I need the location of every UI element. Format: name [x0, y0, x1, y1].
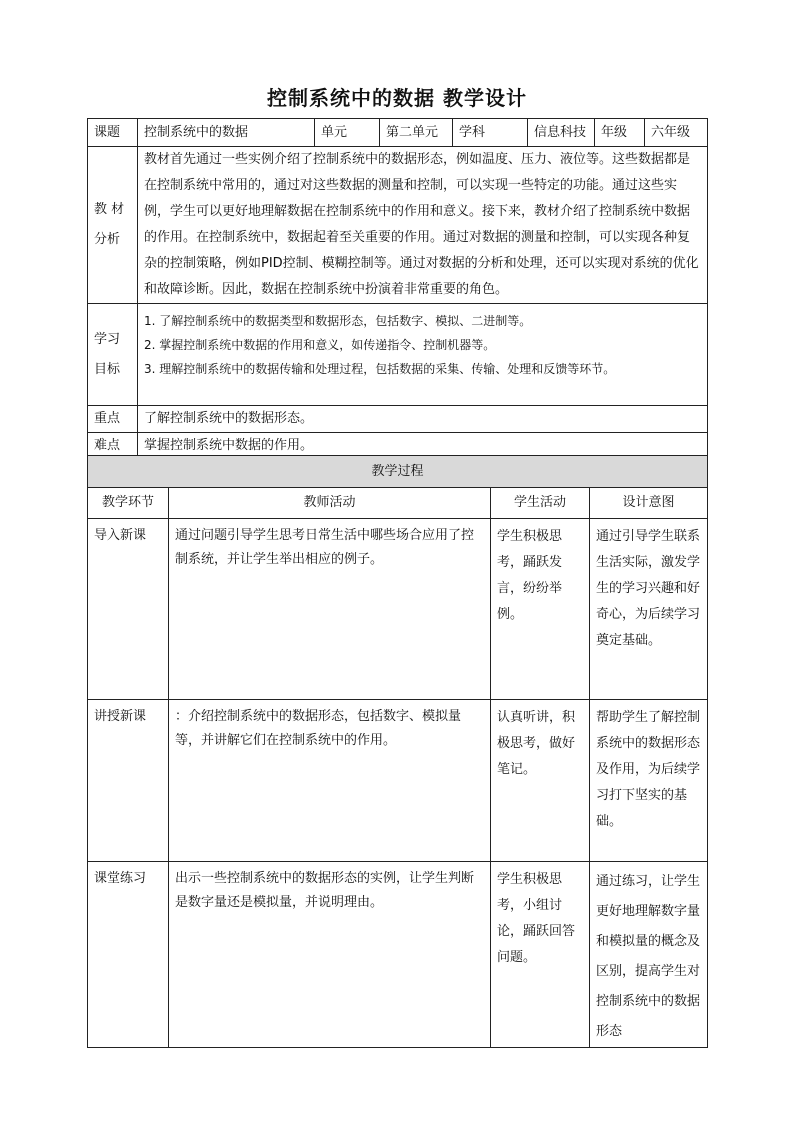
difficulty-label: 难点: [88, 433, 138, 460]
subject-value: 信息科技: [528, 119, 595, 147]
info-row-basic: [88, 119, 708, 147]
student-activity-cell: 学生积极思考，踊跃发言，纷纷举例。: [491, 519, 590, 700]
grade-label: 年级: [595, 119, 645, 147]
column-header-stage: 教学环节: [88, 488, 169, 519]
unit-value: 第二单元: [380, 119, 453, 147]
key-label: 重点: [88, 406, 138, 433]
process-row-intro: [88, 519, 708, 700]
process-header: 教学过程: [88, 456, 708, 488]
column-header-student: 学生活动: [491, 488, 590, 519]
analysis-text: 教材首先通过一些实例介绍了控制系统中的数据形态，例如温度、压力、液位等。这些数据都是在控制系统中常用的，通过对这些数据的测量和控制，可以实现一些特定的功能。通过这些实例，学生可以更好地理解数据在控制系统中的作用和意义。接下来，教材介绍了控制系统中数据的作用。在控制系统中，数据起着至关重要的作用。通过对数据的测量和控制，可以实现各种复杂的控制策略，例如PID控制、模糊控制等。通过对数据的分析和处理，还可以实现对系统的优化和故障诊断。因此，数据在控制系统中扮演着非常重要的角色。: [138, 147, 708, 304]
info-row-analysis: [88, 147, 708, 304]
teacher-activity-cell: 通过问题引导学生思考日常生活中哪些场合应用了控制系统，并让学生举出相应的例子。: [169, 519, 491, 700]
analysis-label: 教 材 分析: [88, 147, 138, 304]
stage-cell: 课堂练习: [88, 862, 169, 1048]
teacher-activity-cell: 出示一些控制系统中的数据形态的实例，让学生判断是数字量还是模拟量，并说明理由。: [169, 862, 491, 1048]
lesson-info-table: [87, 118, 708, 460]
column-header-teacher: 教师活动: [169, 488, 491, 519]
column-header-intent: 设计意图: [590, 488, 708, 519]
key-text: 了解控制系统中的数据形态。: [138, 406, 708, 433]
objective-item: 3. 理解控制系统中的数据传输和处理过程，包括数据的采集、传输、处理和反馈等环节。: [144, 362, 616, 376]
objectives-label: 学习 目标: [88, 304, 138, 406]
design-intent-cell: 通过练习，让学生更好地理解数字量和模拟量的概念及区别，提高学生对控制系统中的数据形态: [590, 862, 708, 1048]
topic-label: 课题: [88, 119, 138, 147]
teaching-process-table: [87, 455, 708, 1048]
process-row-lecture: [88, 700, 708, 862]
stage-cell: 讲授新课: [88, 700, 169, 862]
process-header-row: [88, 456, 708, 488]
stage-cell: 导入新课: [88, 519, 169, 700]
unit-label: 单元: [315, 119, 380, 147]
process-columns-row: [88, 488, 708, 519]
objective-item: 2. 掌握控制系统中数据的作用和意义，如传递指令、控制机器等。: [144, 338, 496, 352]
difficulty-text: 掌握控制系统中数据的作用。: [138, 433, 708, 460]
info-row-key: [88, 406, 708, 433]
info-row-objectives: [88, 304, 708, 406]
topic-value: 控制系统中的数据: [138, 119, 315, 147]
design-intent-cell: 帮助学生了解控制系统中的数据形态及作用，为后续学习打下坚实的基础。: [590, 700, 708, 862]
student-activity-cell: 认真听讲，积极思考，做好笔记。: [491, 700, 590, 862]
process-row-practice: [88, 862, 708, 1048]
document-title: 控制系统中的数据 教学设计: [267, 86, 527, 110]
objectives-list: [138, 304, 708, 406]
objective-item: 1. 了解控制系统中的数据类型和数据形态，包括数字、模拟、二进制等。: [144, 314, 532, 328]
teacher-activity-cell: ：介绍控制系统中的数据形态，包括数字、模拟量等，并讲解它们在控制系统中的作用。: [169, 700, 491, 862]
grade-value: 六年级: [645, 119, 708, 147]
design-intent-cell: 通过引导学生联系生活实际，激发学生的学习兴趣和好奇心，为后续学习奠定基础。: [590, 519, 708, 700]
student-activity-cell: 学生积极思考，小组讨论，踊跃回答问题。: [491, 862, 590, 1048]
subject-label: 学科: [453, 119, 528, 147]
